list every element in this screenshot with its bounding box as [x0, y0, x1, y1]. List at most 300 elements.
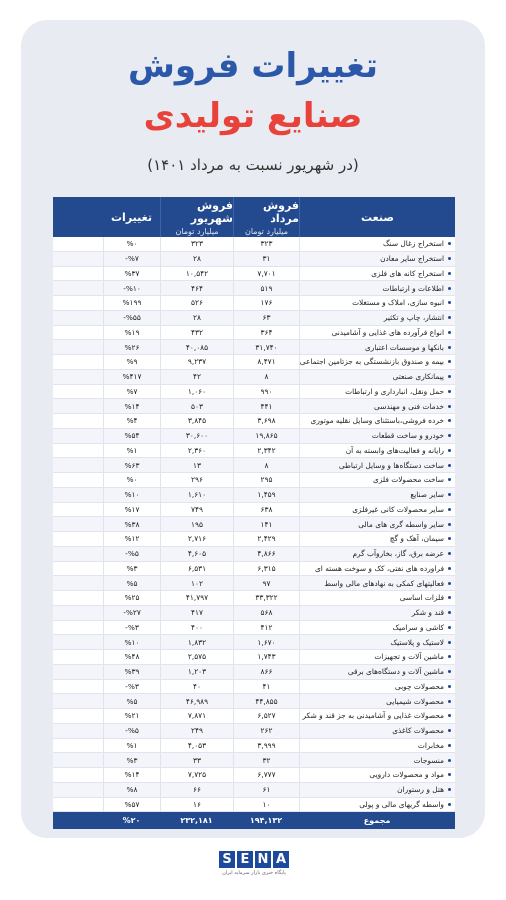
industry-name: رایانه و فعالیت‌های وابسته به آن — [345, 445, 444, 455]
industry-cell — [299, 783, 455, 797]
mordad-cell: ۲,۴۲۹ — [233, 532, 299, 546]
total-label: مجموع — [363, 816, 391, 826]
shahrivar-cell: ۱۰,۵۴۲ — [160, 267, 233, 281]
shahrivar-cell: ۹,۲۳۷ — [160, 355, 233, 369]
bullet-icon — [448, 390, 451, 393]
mordad-cell: ۳۱,۷۴۰ — [233, 340, 299, 354]
shahrivar-cell: ۴۶۴ — [160, 281, 233, 295]
shahrivar-cell: ۱,۶۱۰ — [160, 488, 233, 502]
logo-letter: N — [255, 851, 271, 868]
industry-cell — [299, 444, 455, 458]
industry-cell — [299, 591, 455, 605]
logo-letter: A — [273, 851, 289, 868]
change-cell: %۷- — [103, 252, 160, 266]
mordad-cell: ۴۴۱ — [233, 399, 299, 413]
table-row — [53, 739, 455, 754]
table-row — [53, 399, 455, 414]
change-cell: %۸ — [103, 783, 160, 797]
industry-name: لاستیک و پلاستیک — [390, 637, 444, 647]
mordad-cell: ۳۶۴ — [233, 326, 299, 340]
bullet-icon — [448, 301, 451, 304]
shahrivar-cell: ۴۰ — [160, 680, 233, 694]
mordad-cell: ۱,۴۵۹ — [233, 488, 299, 502]
industry-cell — [299, 503, 455, 517]
shahrivar-cell: ۴۱,۷۹۷ — [160, 591, 233, 605]
header-shahrivar-unit: میلیارد تومان — [175, 226, 219, 236]
industry-name: هتل و رستوران — [397, 785, 444, 795]
shahrivar-cell: ۲۸ — [160, 252, 233, 266]
table-row — [53, 591, 455, 606]
change-cell: %۴ — [103, 414, 160, 428]
shahrivar-cell: ۴۰,۰۸۵ — [160, 340, 233, 354]
mordad-cell: ۶,۷۷۷ — [233, 768, 299, 782]
change-cell: %۲۶ — [103, 340, 160, 354]
bullet-icon — [448, 493, 451, 496]
table-row — [53, 665, 455, 680]
shahrivar-cell: ۴۶,۹۸۹ — [160, 694, 233, 708]
industry-cell — [299, 237, 455, 251]
logo-letter: S — [219, 851, 235, 868]
bullet-icon — [448, 464, 451, 467]
industry-cell — [299, 753, 455, 767]
industry-name: انواع فرآورده های غذایی و آشامیدنی — [331, 327, 444, 337]
bullet-icon — [448, 596, 451, 599]
bullet-icon — [448, 508, 451, 511]
bullet-icon — [448, 641, 451, 644]
industry-name: سایر صنایع — [410, 490, 444, 500]
table-row — [53, 694, 455, 709]
industry-cell — [299, 267, 455, 281]
industry-cell — [299, 517, 455, 531]
bullet-icon — [448, 626, 451, 629]
table-row — [53, 680, 455, 695]
table-row — [53, 473, 455, 488]
industry-cell — [299, 281, 455, 295]
shahrivar-cell: ۲,۵۷۵ — [160, 650, 233, 664]
table-row — [53, 326, 455, 341]
change-cell: %۰ — [103, 237, 160, 251]
change-cell: %۳۷ — [103, 267, 160, 281]
change-cell: %۳ — [103, 562, 160, 576]
mordad-cell: ۶۱ — [233, 783, 299, 797]
industry-name: بیمه و صندوق بازنشستگی به جزتامین اجتماعی — [299, 357, 444, 367]
industry-cell — [299, 399, 455, 413]
mordad-cell: ۱,۷۴۳ — [233, 650, 299, 664]
industry-cell — [299, 562, 455, 576]
change-cell: %۵- — [103, 547, 160, 561]
change-cell: %۱۲ — [103, 532, 160, 546]
mordad-cell: ۸۶۶ — [233, 665, 299, 679]
mordad-cell: ۸,۴۷۱ — [233, 355, 299, 369]
bullet-icon — [448, 478, 451, 481]
bullet-icon — [448, 449, 451, 452]
industry-name: خدمات فنی و مهندسی — [374, 401, 444, 411]
industry-name: محصولات کاغذی — [392, 726, 444, 736]
shahrivar-cell: ۱۰۲ — [160, 576, 233, 590]
table-row — [53, 768, 455, 783]
industry-cell — [299, 355, 455, 369]
table-row — [53, 355, 455, 370]
industry-name: انتشار، چاپ و تکثیر — [383, 313, 444, 323]
mordad-cell: ۱۷۶ — [233, 296, 299, 310]
industry-name: ساخت دستگاه‌ها و وسایل ارتباطی — [338, 460, 444, 470]
table-body — [53, 237, 455, 812]
industry-name: واسطه گریهای مالی و پولی — [359, 799, 444, 809]
total-mordad: ۱۹۴,۱۳۲ — [249, 816, 283, 826]
table-row — [53, 753, 455, 768]
mordad-cell: ۴,۸۶۶ — [233, 547, 299, 561]
mordad-cell: ۵۶۸ — [233, 606, 299, 620]
change-cell: %۱۴ — [103, 399, 160, 413]
industry-name: محصولات چوبی — [394, 681, 444, 691]
change-cell: %۲۵ — [103, 591, 160, 605]
industry-cell — [299, 414, 455, 428]
industry-name: فلزات اساسی — [399, 593, 444, 603]
mordad-cell: ۷,۷۰۱ — [233, 267, 299, 281]
change-cell: %۹ — [103, 355, 160, 369]
shahrivar-cell: ۴,۰۵۳ — [160, 739, 233, 753]
bullet-icon — [448, 729, 451, 732]
header-industry — [299, 197, 455, 237]
industry-name: محصولات غذایی و آشامیدنی به جز قند و شکر — [302, 711, 444, 721]
shahrivar-cell: ۶,۵۳۱ — [160, 562, 233, 576]
table-row — [53, 385, 455, 400]
bullet-icon — [448, 346, 451, 349]
mordad-cell: ۱,۶۷۰ — [233, 635, 299, 649]
table-row — [53, 621, 455, 636]
change-cell: %۱ — [103, 739, 160, 753]
industry-name: حمل ونقل، انبارداری و ارتباطات — [345, 386, 444, 396]
bullet-icon — [448, 523, 451, 526]
industry-cell — [299, 458, 455, 472]
shahrivar-cell: ۳۰,۶۰۰ — [160, 429, 233, 443]
shahrivar-cell: ۱,۸۳۲ — [160, 635, 233, 649]
industry-name: فعالیتهای کمکی به نهادهای مالی واسط — [324, 578, 444, 588]
shahrivar-cell: ۵۰۳ — [160, 399, 233, 413]
bullet-icon — [448, 242, 451, 245]
table-row — [53, 650, 455, 665]
shahrivar-cell: ۷,۷۲۵ — [160, 768, 233, 782]
shahrivar-cell: ۱۳ — [160, 458, 233, 472]
industry-cell — [299, 650, 455, 664]
bullet-icon — [448, 803, 451, 806]
industry-cell — [299, 724, 455, 738]
change-cell: %۶۳ — [103, 458, 160, 472]
shahrivar-cell: ۳۲۳ — [160, 237, 233, 251]
table-row — [53, 296, 455, 311]
industry-cell — [299, 311, 455, 325]
total-shahrivar: ۲۳۲,۱۸۱ — [180, 816, 213, 826]
bullet-icon — [448, 419, 451, 422]
industry-name: کاشی و سرامیک — [392, 622, 444, 632]
industry-cell — [299, 385, 455, 399]
bullet-icon — [448, 759, 451, 762]
industry-cell — [299, 370, 455, 384]
table-total-row — [53, 812, 455, 829]
bullet-icon — [448, 360, 451, 363]
mordad-cell: ۹۷ — [233, 576, 299, 590]
industry-cell — [299, 488, 455, 502]
shahrivar-cell: ۲۴۹ — [160, 724, 233, 738]
industry-name: سایر واسطه گری های مالی — [358, 519, 444, 529]
change-cell: %۱۹۹ — [103, 296, 160, 310]
mordad-cell: ۳,۹۹۹ — [233, 739, 299, 753]
header-industry-label: صنعت — [361, 210, 394, 224]
mordad-cell: ۸ — [233, 458, 299, 472]
bullet-icon — [448, 773, 451, 776]
industry-cell — [299, 621, 455, 635]
industry-name: بانکها و موسسات اعتباری — [364, 342, 444, 352]
industry-name: ساخت محصولات فلزی — [373, 475, 444, 485]
shahrivar-cell: ۵۲۶ — [160, 296, 233, 310]
change-cell: %۱۷ — [103, 503, 160, 517]
table-row — [53, 517, 455, 532]
industry-name: سایر محصولات کانی غیرفلزی — [352, 504, 444, 514]
industry-name: خرده فروشی،باستثنای وسایل نقلیه موتوری — [310, 416, 444, 426]
page-title-line2: صنایع تولیدی — [143, 96, 363, 136]
change-cell: %۵۴ — [103, 429, 160, 443]
change-cell: %۵۷ — [103, 798, 160, 812]
table-row — [53, 503, 455, 518]
table-row — [53, 532, 455, 547]
bullet-icon — [448, 287, 451, 290]
change-cell: %۱ — [103, 444, 160, 458]
industry-cell — [299, 665, 455, 679]
table-row — [53, 444, 455, 459]
change-cell: %۵ — [103, 694, 160, 708]
industry-cell — [299, 768, 455, 782]
bullet-icon — [448, 582, 451, 585]
bullet-icon — [448, 567, 451, 570]
industry-cell — [299, 709, 455, 723]
mordad-cell: ۲,۳۴۲ — [233, 444, 299, 458]
industry-cell — [299, 694, 455, 708]
bullet-icon — [448, 700, 451, 703]
industry-cell — [299, 635, 455, 649]
industry-cell — [299, 532, 455, 546]
change-cell: %۱۹ — [103, 326, 160, 340]
header-mordad — [233, 197, 299, 237]
change-cell: %۱۰ — [103, 635, 160, 649]
bullet-icon — [448, 316, 451, 319]
shahrivar-cell: ۱۶ — [160, 798, 233, 812]
mordad-cell: ۱۰ — [233, 798, 299, 812]
header-change — [103, 197, 160, 237]
industry-name: فراورده های نفتی، کک و سوخت هسته ای — [315, 563, 444, 573]
mordad-cell: ۵۱۹ — [233, 281, 299, 295]
mordad-cell: ۲۹۵ — [233, 473, 299, 487]
change-cell: %۵۵- — [103, 311, 160, 325]
mordad-cell: ۴۴,۸۵۵ — [233, 694, 299, 708]
bullet-icon — [448, 537, 451, 540]
table-row — [53, 606, 455, 621]
header-mordad-unit: میلیارد تومان — [244, 226, 289, 236]
table-row — [53, 281, 455, 296]
change-cell: %۰ — [103, 473, 160, 487]
change-cell: %۵- — [103, 724, 160, 738]
table-row — [53, 488, 455, 503]
industry-name: محصولات شیمیایی — [386, 696, 444, 706]
header-change-label: تغییرات — [111, 210, 152, 224]
industry-name: ماشین آلات و تجهیزات — [374, 652, 444, 662]
shahrivar-cell: ۲۸ — [160, 311, 233, 325]
change-cell: %۳۸ — [103, 517, 160, 531]
table-row — [53, 370, 455, 385]
industry-name: استخراج کانه های فلزی — [371, 268, 444, 278]
change-cell: %۳۹ — [103, 665, 160, 679]
sena-logo — [218, 851, 290, 875]
mordad-cell: ۹۹۰ — [233, 385, 299, 399]
table-row — [53, 311, 455, 326]
bullet-icon — [448, 272, 451, 275]
mordad-cell: ۶۳۸ — [233, 503, 299, 517]
industry-name: استخراج زغال سنگ — [383, 239, 444, 249]
bullet-icon — [448, 552, 451, 555]
industry-cell — [299, 606, 455, 620]
page-title-line1: تغییرات فروش — [128, 46, 378, 86]
industry-cell — [299, 798, 455, 812]
change-cell: %۴۱۷ — [103, 370, 160, 384]
mordad-cell: ۱۴۱ — [233, 517, 299, 531]
shahrivar-cell: ۷۴۹ — [160, 503, 233, 517]
shahrivar-cell: ۳,۸۴۵ — [160, 414, 233, 428]
mordad-cell: ۸ — [233, 370, 299, 384]
header-mordad-label: فروش مرداد — [262, 198, 299, 225]
change-cell: %۳ — [103, 753, 160, 767]
industry-cell — [299, 739, 455, 753]
bullet-icon — [448, 331, 451, 334]
bullet-icon — [448, 655, 451, 658]
shahrivar-cell: ۴,۶۰۵ — [160, 547, 233, 561]
shahrivar-cell: ۱,۰۶۰ — [160, 385, 233, 399]
change-cell: %۲۷- — [103, 606, 160, 620]
shahrivar-cell: ۲۹۶ — [160, 473, 233, 487]
industry-name: ماشین آلات و دستگاه‌های برقی — [347, 667, 444, 677]
logo-subtitle: پایگاه خبری بازار سرمایه ایران — [222, 870, 286, 876]
table-row — [53, 458, 455, 473]
shahrivar-cell: ۴۳۲ — [160, 326, 233, 340]
industry-name: خودرو و ساخت قطعات — [371, 431, 444, 441]
industry-cell — [299, 473, 455, 487]
header-shahrivar-label: فروش شهریور — [190, 198, 233, 225]
header-shahrivar — [160, 197, 233, 237]
industry-cell — [299, 680, 455, 694]
change-cell: %۲۱ — [103, 709, 160, 723]
shahrivar-cell: ۲,۷۱۶ — [160, 532, 233, 546]
mordad-cell: ۳۳,۳۲۲ — [233, 591, 299, 605]
table-row — [53, 547, 455, 562]
mordad-cell: ۶۳ — [233, 311, 299, 325]
table-header — [53, 197, 455, 237]
industry-name: پیمانکاری صنعتی — [392, 372, 444, 382]
bullet-icon — [448, 744, 451, 747]
table-row — [53, 252, 455, 267]
industry-name: قند و شکر — [411, 608, 444, 618]
industry-cell — [299, 252, 455, 266]
table-row — [53, 798, 455, 813]
logo-letter: E — [237, 851, 253, 868]
industry-name: سیمان، آهک و گچ — [389, 534, 444, 544]
table-row — [53, 562, 455, 577]
shahrivar-cell: ۱۹۵ — [160, 517, 233, 531]
table-row — [53, 267, 455, 282]
table-row — [53, 340, 455, 355]
bullet-icon — [448, 611, 451, 614]
mordad-cell: ۳۲۳ — [233, 237, 299, 251]
shahrivar-cell: ۴۲ — [160, 370, 233, 384]
mordad-cell: ۶,۵۲۷ — [233, 709, 299, 723]
mordad-cell: ۳۲ — [233, 753, 299, 767]
bullet-icon — [448, 670, 451, 673]
shahrivar-cell: ۱,۲۰۳ — [160, 665, 233, 679]
bullet-icon — [448, 375, 451, 378]
table-row — [53, 709, 455, 724]
mordad-cell: ۳,۶۹۸ — [233, 414, 299, 428]
bullet-icon — [448, 714, 451, 717]
change-cell: %۵ — [103, 576, 160, 590]
bullet-icon — [448, 257, 451, 260]
bullet-icon — [448, 434, 451, 437]
bullet-icon — [448, 405, 451, 408]
mordad-cell: ۶,۳۱۵ — [233, 562, 299, 576]
industry-cell — [299, 547, 455, 561]
shahrivar-cell: ۷,۸۷۱ — [160, 709, 233, 723]
page-subtitle: (در شهریور نسبت به مرداد ۱۴۰۱) — [147, 156, 359, 174]
industry-name: مخابرات — [417, 740, 444, 750]
industry-name: منسوجات — [413, 755, 444, 765]
mordad-cell: ۴۱ — [233, 680, 299, 694]
mordad-cell: ۴۱۲ — [233, 621, 299, 635]
table-row — [53, 576, 455, 591]
industry-cell — [299, 340, 455, 354]
industry-cell — [299, 576, 455, 590]
industry-cell — [299, 429, 455, 443]
bullet-icon — [448, 788, 451, 791]
table-row — [53, 237, 455, 252]
table-row — [53, 635, 455, 650]
industry-name: مواد و محصولات دارویی — [369, 770, 444, 780]
change-cell: %۱۰ — [103, 488, 160, 502]
table-row — [53, 414, 455, 429]
shahrivar-cell: ۶۶ — [160, 783, 233, 797]
bullet-icon — [448, 685, 451, 688]
total-change: %۲۰ — [122, 816, 141, 826]
industry-name: استخراج سایر معادن — [380, 254, 444, 264]
industry-name: انبوه سازی، املاک و مستغلات — [352, 298, 444, 308]
change-cell: %۴۸ — [103, 650, 160, 664]
industry-cell — [299, 296, 455, 310]
table-row — [53, 429, 455, 444]
table-row — [53, 724, 455, 739]
industry-cell — [299, 326, 455, 340]
sena-logo-mark — [219, 851, 289, 868]
mordad-cell: ۲۶۲ — [233, 724, 299, 738]
mordad-cell: ۳۱ — [233, 252, 299, 266]
change-cell: %۳- — [103, 680, 160, 694]
industry-name: اطلاعات و ارتباطات — [382, 283, 444, 293]
mordad-cell: ۱۹,۸۶۵ — [233, 429, 299, 443]
sales-table — [53, 197, 455, 826]
shahrivar-cell: ۲,۳۶۰ — [160, 444, 233, 458]
shahrivar-cell: ۴۱۷ — [160, 606, 233, 620]
change-cell: %۱۴ — [103, 768, 160, 782]
change-cell: %۷ — [103, 385, 160, 399]
change-cell: %۳- — [103, 621, 160, 635]
change-cell: %۱۰- — [103, 281, 160, 295]
table-row — [53, 783, 455, 798]
shahrivar-cell: ۳۳ — [160, 753, 233, 767]
shahrivar-cell: ۴۰۰ — [160, 621, 233, 635]
